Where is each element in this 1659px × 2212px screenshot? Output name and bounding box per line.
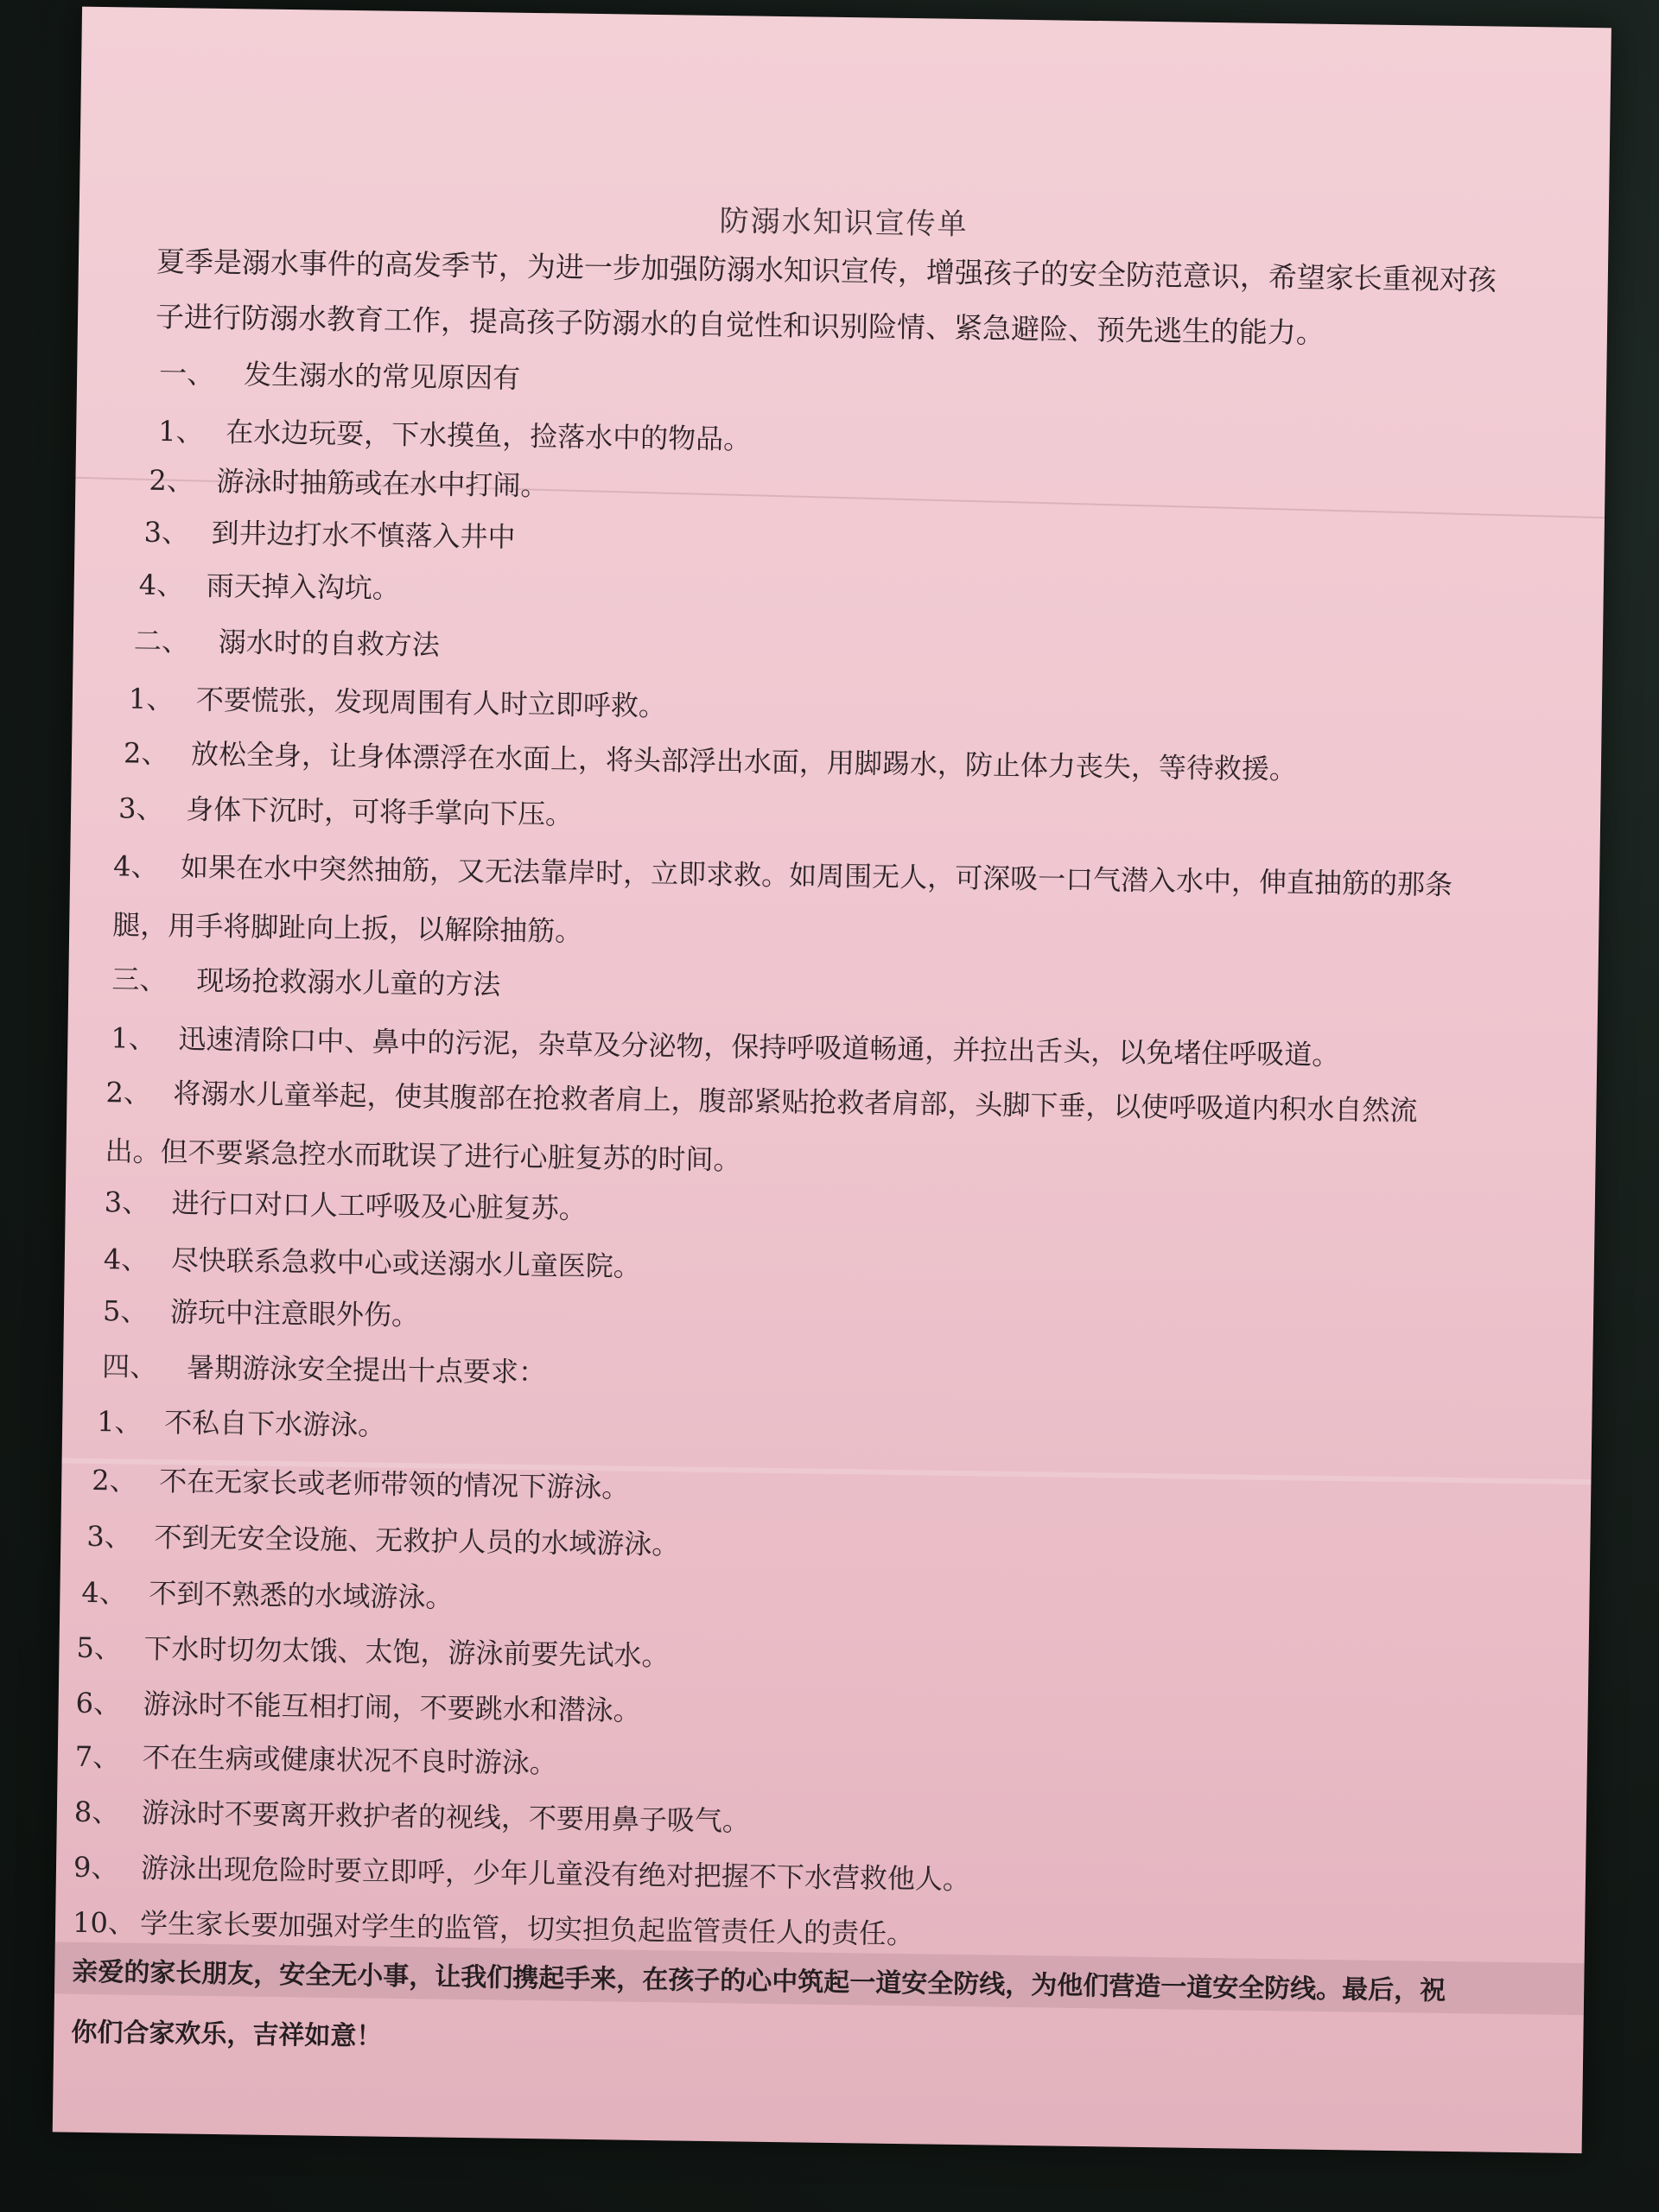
list-item: 2、 放松全身，让身体漂浮在水面上，将头部浮出水面，用脚踢水，防止体力丧失，等待救援。 [123,736,1298,786]
list-item: 1、 迅速清除口中、鼻中的污泥，杂草及分泌物，保持呼吸道畅通，并拉出舌头，以免堵住呼吸道。 [111,1021,1340,1072]
list-item: 4、 尽快联系急救中心或送溺水儿童医院。 [103,1243,642,1283]
document-body [53,7,1611,2153]
section-heading-text: 发生溺水的常见原因有 [243,358,521,395]
list-item: 3、 到井边打水不慎落入井中 [143,515,516,554]
section-heading [159,352,521,397]
list-item: 4、 不到不熟悉的水域游泳。 [81,1575,454,1614]
list-item: 1、 不私自下水游泳。 [96,1405,386,1442]
list-item: 5、 下水时切勿太饿、太饱，游泳前要先试水。 [76,1630,670,1673]
list-item: 2、 游泳时抽筋或在水中打闹。 [149,463,549,503]
list-item: 3、 身体下沉时，可将手掌向下压。 [118,791,574,831]
intro-paragraph: 夏季是溺水事件的高发季节，为进一步加强防溺水知识宣传，增强孩子的安全防范意识，希望家长重视对孩子进行防溺水教育工作，提高孩子防溺水的自觉性和识别险情、紧急避险、预先逃生的能力。 [155,244,1497,350]
list-item: 7、 不在生病或健康状况不良时游泳。 [74,1739,558,1780]
section-heading [134,620,441,664]
list-item: 3、 进行口对口人工呼吸及心脏复苏。 [104,1185,587,1225]
section-heading-text: 溺水时的自救方法 [218,625,441,662]
list-item: 9、 游泳出现危险时要立即呼，少年儿童没有绝对把握不下水营救他人。 [73,1850,971,1897]
list-item: 1、 在水边玩耍，下水摸鱼，捡落水中的物品。 [157,414,752,456]
closing-paragraph: 亲爱的家长朋友，安全无小事，让我们携起手来，在孩子的心中筑起一道安全防线，为他们营造一道安全防线。最后，祝你们合家欢乐，吉祥如意！ [71,1956,1446,2052]
section-number: 二、 [133,624,190,658]
list-item: 4、 雨天掉入沟坑。 [138,568,401,605]
leaflet-paper [53,7,1611,2153]
list-item: 8、 游泳时不要离开救护者的视线，不要用鼻子吸气。 [73,1795,751,1838]
section-number: 三、 [111,963,168,997]
list-item: 2、 不在无家长或老师带领的情况下游泳。 [92,1463,630,1504]
list-item: 5、 游玩中注意眼外伤。 [102,1294,420,1332]
document-title: 防溺水知识宣传单 [719,203,969,242]
section-number: 四、 [101,1350,158,1384]
list-item: 2、 将溺水儿童举起，使其腹部在抢救者肩上，腹部紧贴抢救者肩部，头脚下垂，以使呼吸道内积水自然流出。但不要紧急控水而耽误了进行心脏复苏的时间。 [105,1076,1418,1177]
list-item: 3、 不到无安全设施、无救护人员的水域游泳。 [86,1519,680,1561]
section-heading [111,957,501,1002]
list-item: 6、 游泳时不能互相打闹，不要跳水和潜泳。 [75,1686,641,1727]
section-heading-text: 暑期游泳安全提出十点要求： [186,1351,547,1389]
list-item: 4、 如果在水中突然抽筋，又无法靠岸时，立即求救。如周围无人，可深吸一口气潜入水中，伸直抽筋的那条腿，用手将脚趾向上扳，以解除抽筋。 [111,849,1453,948]
list-item: 10、 学生家长要加强对学生的监管，切实担负起监管责任人的责任。 [72,1905,915,1951]
list-item: 1、 不要慌张，发现周围有人时立即呼救。 [128,682,667,723]
section-number: 一、 [158,356,215,391]
section-heading-text: 现场抢救溺水儿童的方法 [196,963,501,1001]
section-heading [102,1344,547,1390]
